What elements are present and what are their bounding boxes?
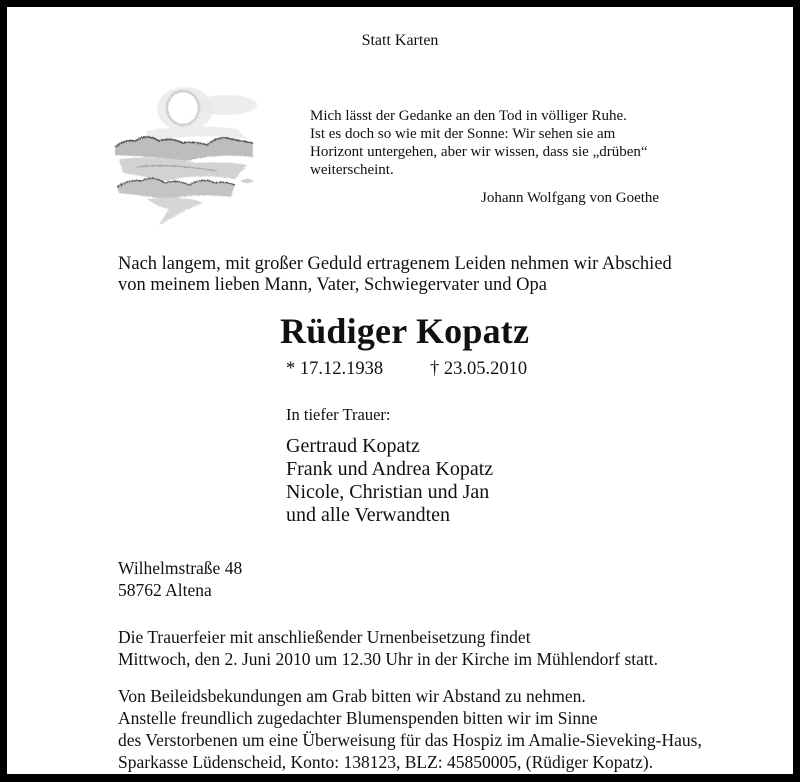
quote-line: weiterscheint. (310, 162, 394, 178)
birth-date: * 17.12.1938 (286, 359, 384, 379)
death-date: † 23.05.2010 (430, 359, 528, 379)
mourner-name: Gertraud Kopatz (286, 435, 420, 457)
sun-over-sea-sketch-icon (107, 83, 267, 228)
life-dates (286, 358, 528, 380)
intro-line: Nach langem, mit großer Geduld ertragenem Leiden nehmen wir Abschied (118, 254, 672, 274)
intro-text (118, 254, 672, 296)
mourners-list (286, 435, 493, 527)
quote-author: Johann Wolfgang von Goethe (481, 190, 660, 206)
deceased-name: Rüdiger Kopatz (280, 311, 530, 351)
quote-line: Horizont untergehen, aber wir wissen, dass sie „drüben“ (310, 144, 648, 160)
closing-line: Von Beileidsbekundungen am Grab bitten wir Abstand zu nehmen. (118, 686, 586, 706)
closing-line: Sparkasse Lüdenscheid, Konto: 138123, BLZ: 45850005, (Rüdiger Kopatz). (118, 752, 654, 772)
quote-line: Ist es doch so wie mit der Sonne: Wir sehen sie am (310, 126, 616, 142)
address-city: 58762 Altena (118, 580, 212, 600)
mourner-name: Frank und Andrea Kopatz (286, 458, 494, 480)
ceremony-info (118, 626, 658, 670)
closing-line: Anstelle freundlich zugedachter Blumenspenden bitten wir im Sinne (118, 708, 598, 728)
ceremony-line: Die Trauerfeier mit anschließender Urnenbeisetzung findet (118, 627, 531, 647)
ceremony-line: Mittwoch, den 2. Juni 2010 um 12.30 Uhr in der Kirche im Mühlendorf statt. (118, 649, 658, 669)
closing-line: des Verstorbenen um eine Überweisung für das Hospiz im Amalie-Sieveking-Haus, (118, 730, 702, 750)
intro-line: von meinem lieben Mann, Vater, Schwiegervater und Opa (118, 275, 547, 295)
mourning-label: In tiefer Trauer: (286, 405, 391, 424)
mourner-name: und alle Verwandten (286, 504, 451, 526)
goethe-quote (310, 107, 648, 179)
address-street: Wilhelmstraße 48 (118, 558, 243, 578)
quote-line: Mich lässt der Gedanke an den Tod in völliger Ruhe. (310, 108, 627, 124)
donation-request (118, 685, 702, 773)
header-statt-karten: Statt Karten (361, 32, 439, 49)
address-block (118, 557, 242, 601)
mourner-name: Nicole, Christian und Jan (286, 481, 490, 503)
obituary-notice (7, 7, 793, 774)
